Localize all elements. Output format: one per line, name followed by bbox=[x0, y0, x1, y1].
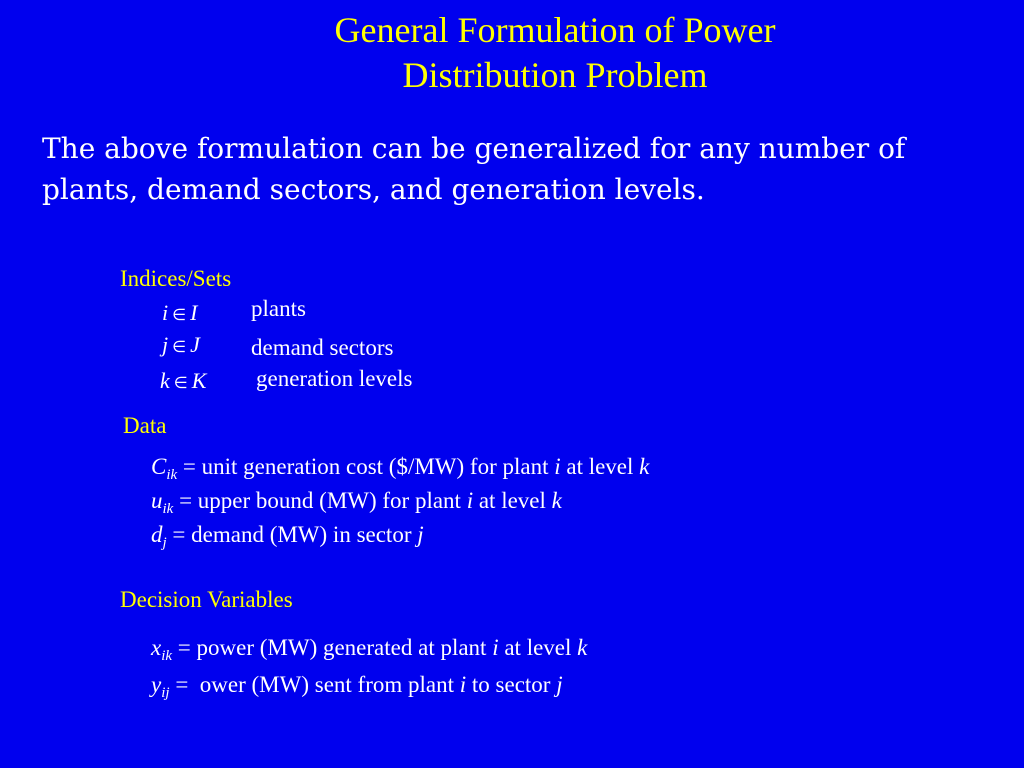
definition: = demand (MW) in sector bbox=[166, 522, 418, 547]
connector: at level bbox=[473, 488, 552, 513]
connector: at level bbox=[498, 635, 578, 660]
element-of-symbol: ∈ bbox=[172, 305, 187, 324]
variable: k bbox=[639, 454, 650, 479]
variable: i bbox=[466, 488, 474, 513]
data-item-demand bbox=[151, 522, 424, 551]
symbol: y bbox=[151, 672, 162, 697]
subscript: ik bbox=[161, 648, 173, 664]
variable: j bbox=[556, 672, 563, 697]
connector: at level bbox=[560, 454, 640, 479]
index-j-desc: demand sectors bbox=[251, 335, 394, 360]
slide-title-line2: Distribution Problem bbox=[402, 55, 708, 95]
slide-title bbox=[0, 8, 1024, 98]
intro-paragraph: The above formulation can be generalized for any number of plants, demand sectors, and generation levels. bbox=[42, 132, 906, 206]
index-var: i bbox=[162, 300, 169, 325]
index-var: k bbox=[160, 368, 170, 393]
index-j-symbol bbox=[162, 332, 200, 358]
decision-item-power-generated bbox=[151, 635, 588, 664]
slide-title-line1: General Formulation of Power bbox=[334, 10, 776, 50]
symbol: C bbox=[151, 454, 167, 479]
definition: = power (MW) generated at plant bbox=[172, 635, 493, 660]
symbol: u bbox=[151, 488, 163, 513]
variable: k bbox=[577, 635, 588, 660]
definition: = ower (MW) sent from plant bbox=[169, 672, 460, 697]
index-set: I bbox=[190, 300, 198, 325]
variable: i bbox=[554, 454, 561, 479]
subscript: ik bbox=[166, 467, 178, 483]
symbol: x bbox=[151, 635, 162, 660]
indices-heading: Indices/Sets bbox=[120, 266, 232, 291]
index-i-symbol bbox=[162, 300, 197, 326]
index-var: j bbox=[162, 332, 169, 357]
symbol: d bbox=[151, 522, 163, 547]
connector: to sector bbox=[466, 672, 557, 697]
definition: = unit generation cost ($/MW) for plant bbox=[177, 454, 555, 479]
data-item-cost bbox=[151, 454, 650, 483]
element-of-symbol: ∈ bbox=[172, 337, 187, 356]
index-k-symbol bbox=[160, 368, 206, 394]
subscript: j bbox=[162, 535, 167, 551]
decision-heading: Decision Variables bbox=[120, 587, 293, 612]
subscript: ij bbox=[161, 685, 170, 701]
data-heading: Data bbox=[123, 413, 167, 438]
index-k-desc: generation levels bbox=[256, 366, 413, 391]
decision-item-power-sent bbox=[151, 672, 563, 701]
data-item-upper-bound bbox=[151, 488, 562, 517]
index-i-desc: plants bbox=[251, 296, 306, 321]
index-set: K bbox=[191, 368, 207, 393]
variable: j bbox=[417, 522, 424, 547]
variable: i bbox=[492, 635, 499, 660]
subscript: ik bbox=[162, 501, 174, 517]
definition: = upper bound (MW) for plant bbox=[173, 488, 467, 513]
variable: i bbox=[459, 672, 467, 697]
element-of-symbol: ∈ bbox=[173, 373, 188, 392]
variable: k bbox=[551, 488, 562, 513]
index-set: J bbox=[190, 332, 200, 357]
